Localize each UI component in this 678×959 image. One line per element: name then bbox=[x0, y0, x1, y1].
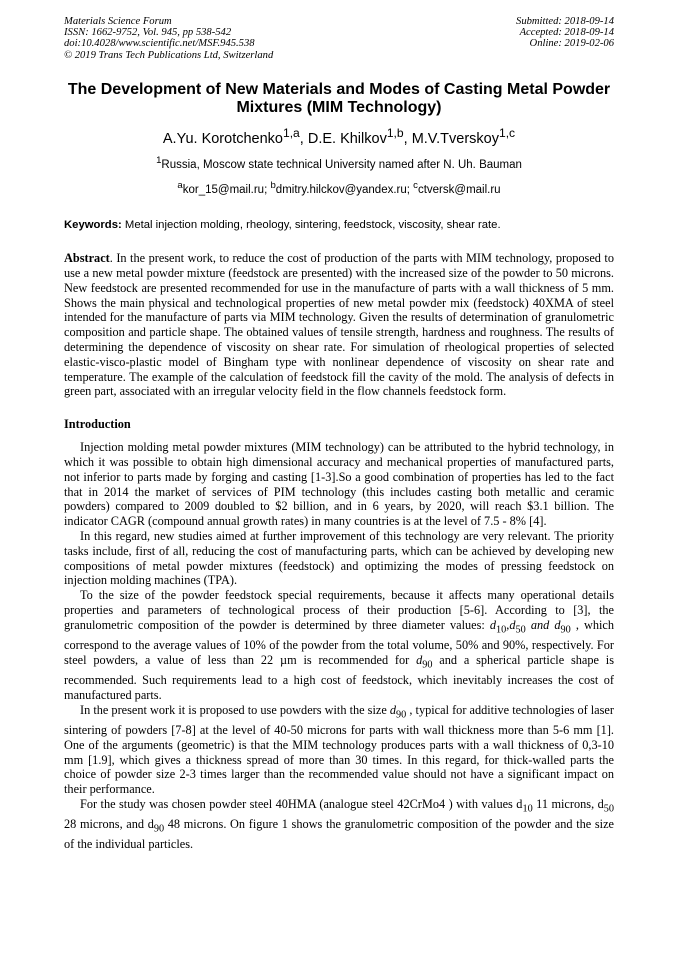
online-date: Online: 2019-02-06 bbox=[529, 38, 614, 50]
paragraph-text: , which correspond to the average values of 10% of the powder from the total volume, 50% and 90%, respectively. For steel powders, a value of less than 22 µm is recommended for bbox=[64, 617, 615, 667]
math-var: d bbox=[554, 617, 561, 632]
email-link[interactable]: kor_15@mail.ru bbox=[182, 184, 265, 197]
author-affil-sup: 1,b bbox=[386, 125, 404, 140]
affiliation-text: Russia, Moscow state technical University named after N. Uh. Bauman bbox=[161, 158, 522, 171]
math-and: and bbox=[525, 617, 555, 632]
paragraph-text: and a spherical particle shape is recommended. Such requirements lead to a high cost of feedstock, which inevitably increases the cost of manufactured parts. bbox=[64, 652, 615, 702]
abstract-label: Abstract bbox=[64, 251, 110, 266]
paragraph bbox=[64, 797, 614, 852]
author-name: A.Yu. Korotchenko bbox=[162, 130, 283, 147]
math-var: d bbox=[509, 617, 516, 632]
keywords-label: Keywords: bbox=[64, 219, 122, 232]
submitted-date: Submitted: 2018-09-14 bbox=[516, 16, 614, 27]
paragraph-text: 28 microns, and d bbox=[64, 817, 154, 832]
paragraph bbox=[64, 703, 614, 797]
paragraph-text: To the size of the powder feedstock special requirements, because it affects many operational details properties and parameters of technological process of their production [5-6]. According to [3], the granulometric composition of the powder is determined by three diameter values: bbox=[64, 588, 614, 632]
journal-name: Materials Science Forum bbox=[64, 16, 172, 27]
journal-issn: ISSN: 1662-9752, Vol. 945, pp 538-542 bbox=[64, 27, 232, 39]
math-sub: 90 bbox=[396, 709, 407, 721]
accepted-date: Accepted: 2018-09-14 bbox=[519, 27, 614, 39]
submission-dates bbox=[516, 16, 614, 61]
math-sub: 90 bbox=[560, 624, 571, 636]
affiliation-sup: 1 bbox=[156, 154, 162, 166]
author-affil-sup: 1,a bbox=[282, 125, 300, 140]
introduction-body bbox=[64, 440, 614, 852]
paragraph bbox=[64, 588, 614, 702]
math-sub: 10 bbox=[496, 624, 507, 636]
author-name: D.E. Khilkov bbox=[307, 130, 387, 147]
email-sup: a bbox=[177, 180, 183, 192]
paragraph-text: 11 microns, d bbox=[532, 796, 604, 811]
author-emails: $^a$kor_15@mail.ru; $^b$dmitry.hilckov@yandex.ru; $^c$ctversk@mail.ru bbox=[177, 180, 501, 197]
math-var: d bbox=[389, 702, 397, 717]
paragraph-text: For the study was chosen powder steel 40HMA (analogue steel 42CrMo4 ) with values d bbox=[80, 796, 523, 811]
paper-page bbox=[64, 16, 614, 852]
paragraph: Injection molding metal powder mixtures (MIM technology) can be attributed to the hybrid technology, in which it was possible to obtain high dimensional accuracy and mechanical properties of manufactured parts, not inferior to parts made by forging and casting [1-3].So a good combination of properties has led to the fact that in 2014 the market of services of PIM technology (this includes casting both metallic and ceramic powders) compared to 2009 doubled to $2 billion, and in 6 years, by 2020, will reach $3.1 billion. The indicator CAGR (compound annual growth rates) in many countries is at the level of 7.5 - 8% [4]. bbox=[64, 440, 614, 529]
math-var: d bbox=[489, 617, 497, 632]
math-sub: 90 bbox=[153, 823, 165, 835]
math-var: d bbox=[416, 652, 423, 667]
math-sub: 50 bbox=[603, 803, 614, 815]
paragraph-text: In the present work it is proposed to use powders with the size bbox=[80, 702, 390, 717]
journal-info bbox=[64, 16, 273, 61]
paragraph-text: 48 microns. On figure 1 shows the granulometric composition of the powder and the size of the individual particles. bbox=[64, 817, 614, 852]
abstract bbox=[64, 251, 614, 399]
email-link[interactable]: ctversk@mail.ru bbox=[417, 184, 501, 197]
math-sub: 50 bbox=[515, 624, 526, 636]
keywords-text: Metal injection molding, rheology, sintering, feedstock, viscosity, shear rate. bbox=[124, 219, 501, 232]
math-sub: 10 bbox=[522, 803, 533, 815]
math-sub: 90 bbox=[422, 659, 433, 671]
email-link[interactable]: dmitry.hilckov@yandex.ru bbox=[275, 184, 407, 197]
paragraph-text: , bbox=[506, 617, 510, 632]
author-name: M.V.Tverskoy bbox=[411, 130, 499, 147]
author-affil-sup: 1,c bbox=[498, 125, 516, 140]
email-sup: c bbox=[413, 180, 418, 192]
email-sup: b bbox=[270, 180, 276, 192]
journal-header bbox=[64, 16, 614, 61]
paragraph-text: , typical for additive technologies of laser sintering of powders [7-8] at the level of 40-50 microns for parts with wall thickness more than 5-6 mm [1]. One of the arguments (geometric) is that the MIM technology produces parts with a wall thickness of 0,3-10 mm [1.9], which gives a thickness spread of more than 30 times. In this regard, for thick-walled parts the choice of powder size 2-3 times larger than the recommended value should not have a significant impact on their performance. bbox=[64, 702, 614, 797]
keywords bbox=[64, 218, 614, 232]
section-heading-introduction: Introduction bbox=[64, 417, 131, 432]
journal-doi: doi:10.4028/www.scientific.net/MSF.945.538 bbox=[64, 38, 255, 50]
journal-copyright: © 2019 Trans Tech Publications Ltd, Switzerland bbox=[64, 49, 274, 61]
paragraph: In this regard, new studies aimed at further improvement of this technology are very relevant. The priority tasks include, first of all, reducing the cost of manufacturing parts, which can be achieved by developing new compositions of metal powder mixtures (feedstock) and optimizing the modes of pressing feedstock on injection molding machines (TPA). bbox=[64, 529, 614, 588]
paper-title: The Development of New Materials and Modes of Casting Metal Powder Mixtures (MIM Technology) bbox=[67, 80, 611, 116]
affiliation bbox=[64, 154, 614, 172]
abstract-text: . In the present work, to reduce the cost of production of the parts with MIM technology, proposed to use a new metal powder mixture (feedstock are presented) with the increased size of the powder to 50 microns. New feedstock are presented recommended for use in the manufacture of parts with a wall thickness of 5 mm. Shows the main physical and technological properties of new metal powder mix (feedstock) 40XMA of steel intended for the manufacture of parts via MIM technology. Given the results of determination of granulometric composition and particle shape. The obtained values of tensile strength, hardness and roughness. The results of determining the dependence of viscosity on shear rate. For simulation of rheological properties of selected elastic-visco-plastic model of Bingham type with nonlinear dependence of viscosity on shear rate and temperature. The example of the calculation of feedstock fill the cavity of the mold. The analysis of defects in green part, associated with an irregular velocity field in the flow channels feedstock form. bbox=[64, 251, 614, 399]
author-list: A.Yu. Korotchenko$^{1,a}$, D.E. Khilkov$^{1,b}$, M.V.Tverskoy$^{1,c}$ bbox=[162, 125, 516, 147]
